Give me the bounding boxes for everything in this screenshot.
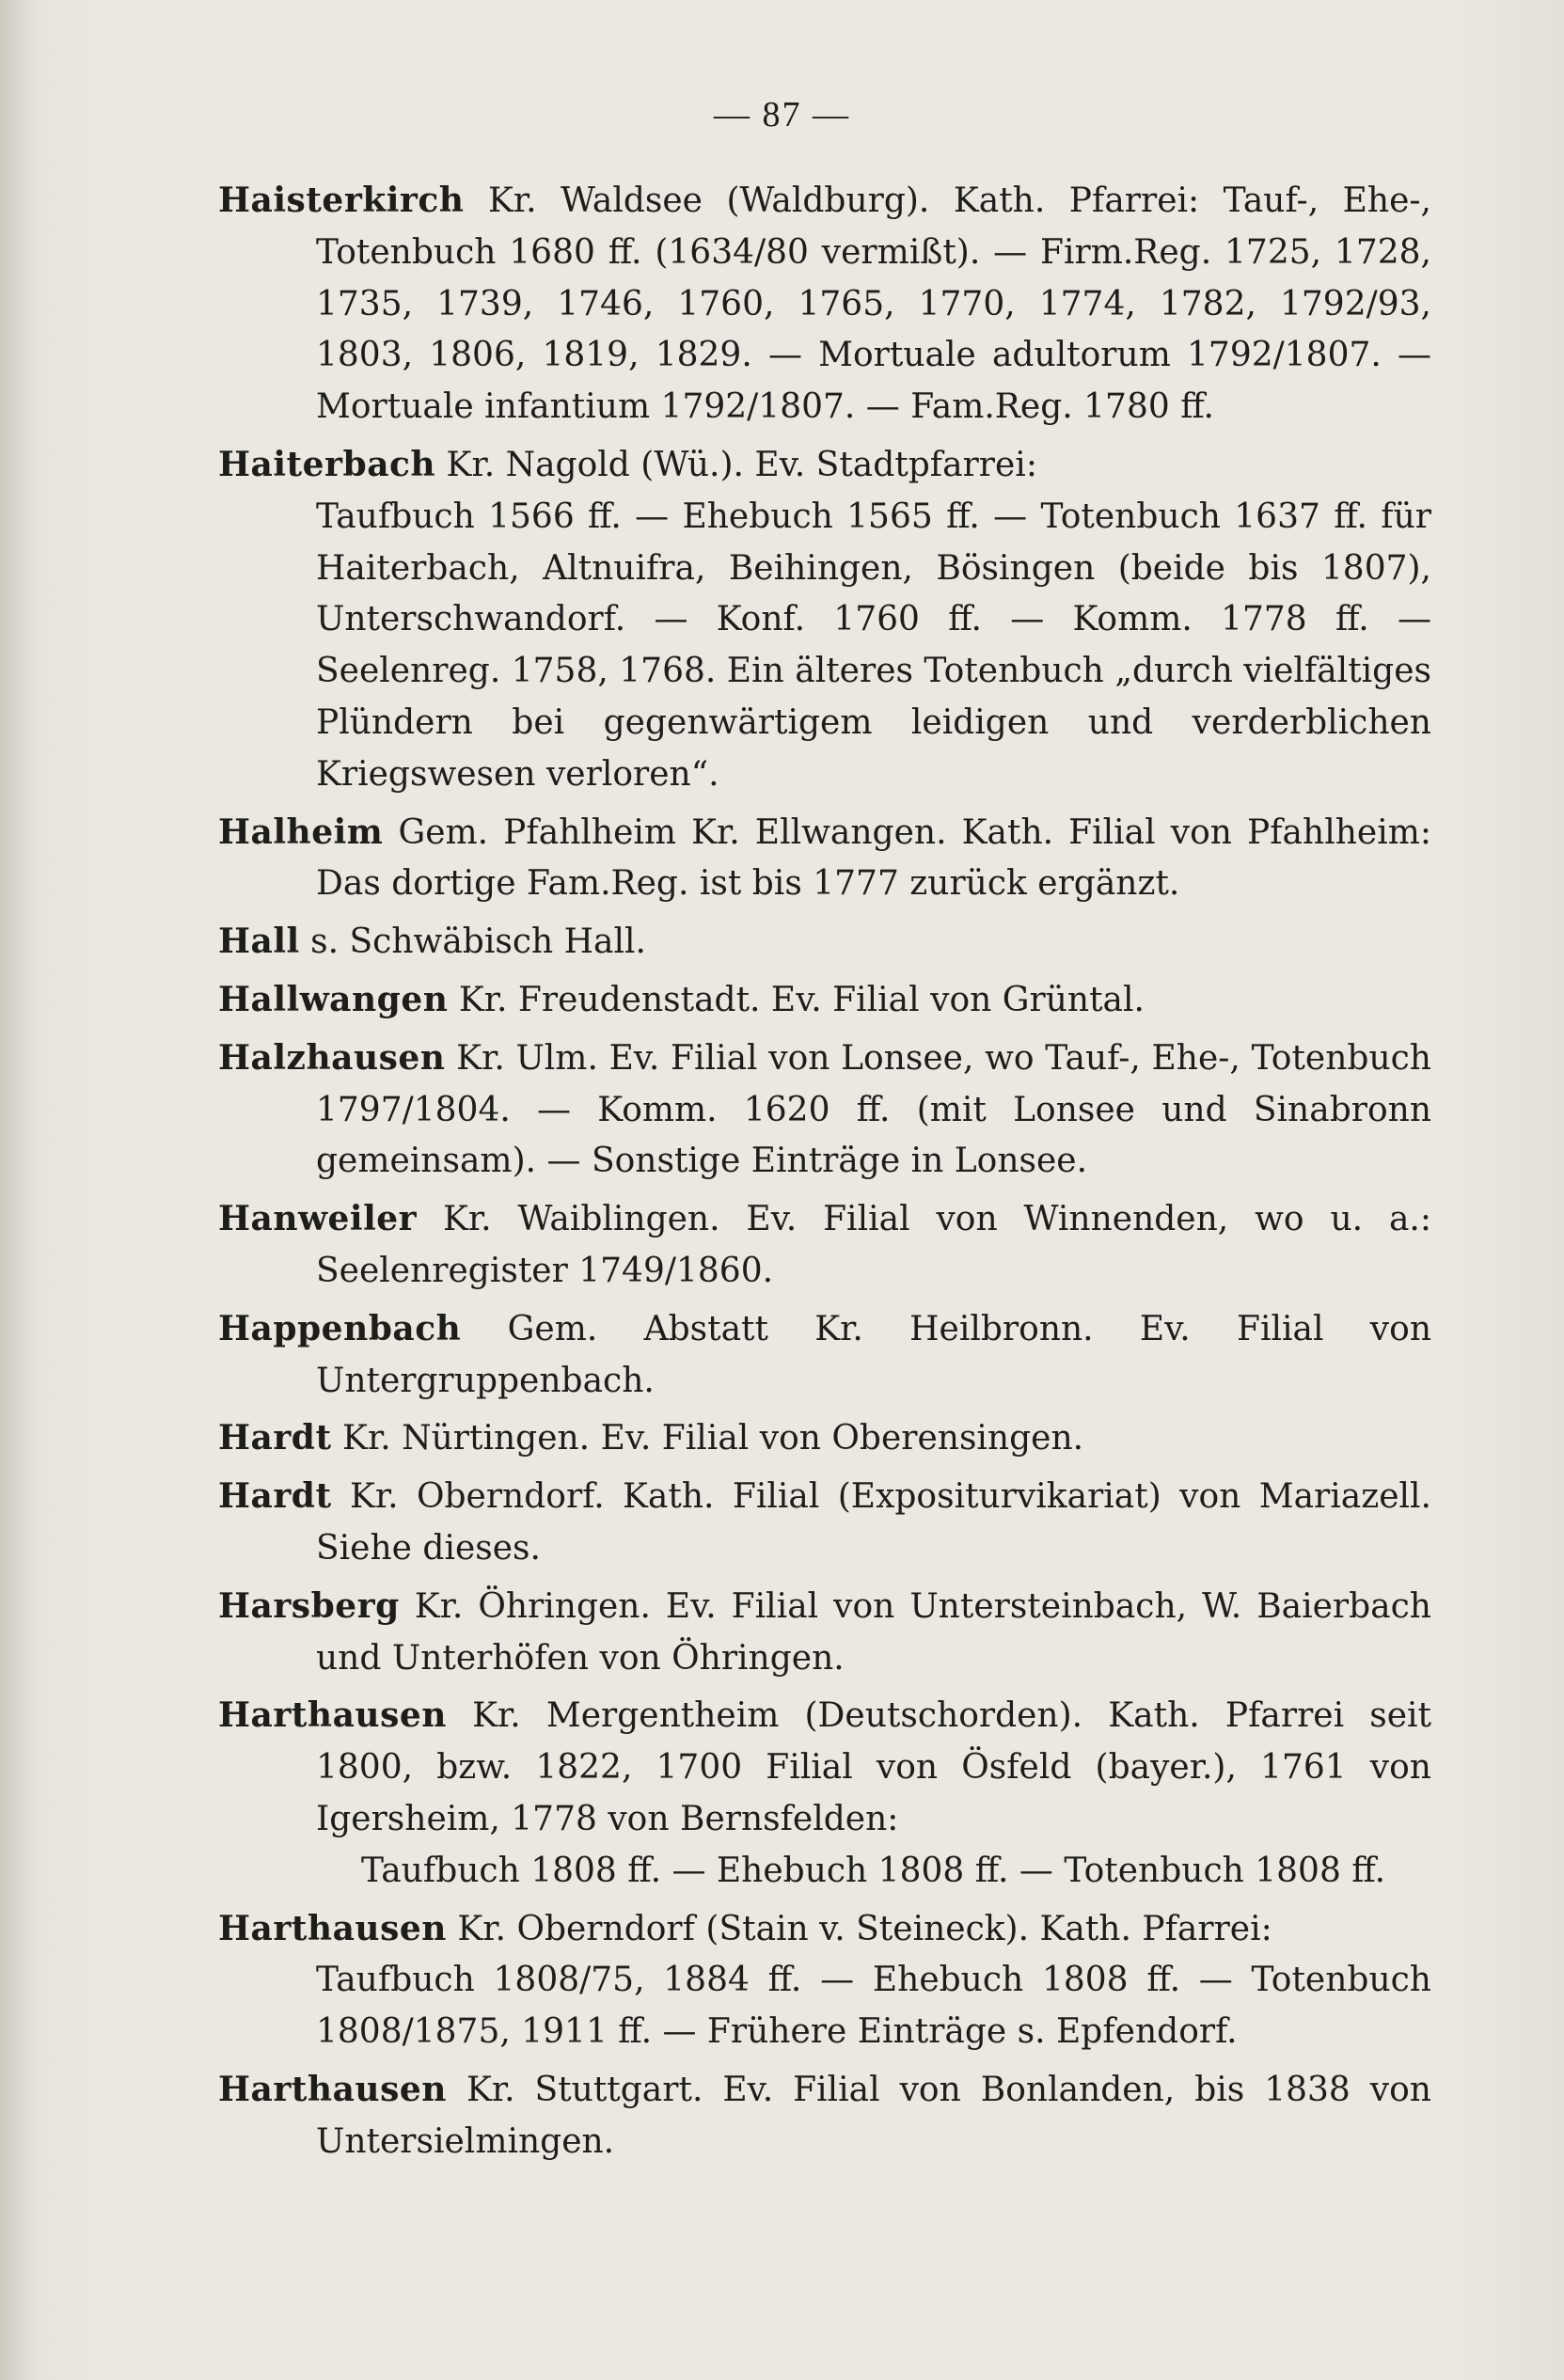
entry-text: Kr. Oberndorf. Kath. Filial (Expositurvikariat) von Mariazell. Siehe dieses. bbox=[316, 1477, 1443, 1568]
entry-text: Taufbuch 1808/75, 1884 ff. — Ehebuch 1808 ff. — Totenbuch 1808/1875, 1911 ff. — Frühere Einträge s. Epfendorf. bbox=[316, 1961, 1443, 2052]
entry-text: Taufbuch 1808 ff. — Ehebuch 1808 ff. — Totenbuch 1808 ff. bbox=[361, 1851, 1386, 1890]
entry-text: Kr. Mergentheim (Deutschorden). Kath. Pfarrei seit 1800, bzw. 1822, 1700 Filial von Ösfeld (bayer.), 1761 von Igersheim, 1778 von Bernsfelden: bbox=[316, 1696, 1443, 1838]
entry-haiterbach-records bbox=[218, 492, 1443, 801]
entry-text: Gem. Pfahlheim Kr. Ellwangen. Kath. Filial von Pfahlheim: Das dortige Fam.Reg. ist bis 1777 zurück ergänzt. bbox=[316, 812, 1443, 904]
entry-text: Kr. Freudenstadt. Ev. Filial von Grüntal. bbox=[448, 980, 1145, 1019]
entry-headword: Harthausen bbox=[218, 1695, 447, 1736]
entry-hanweiler bbox=[218, 1193, 1443, 1298]
entry-headword: Hardt bbox=[218, 1476, 332, 1517]
entry-headword: Hallwangen bbox=[218, 979, 449, 1019]
entry-harthausen-stuttgart bbox=[218, 2064, 1443, 2168]
entry-headword: Harsberg bbox=[218, 1585, 400, 1626]
entry-text: Kr. Waiblingen. Ev. Filial von Winnenden, wo u. a.: Seelenregister 1749/1860. bbox=[316, 1200, 1443, 1290]
entry-headword: Harthausen bbox=[218, 1908, 447, 1948]
entry-headword: Halzhausen bbox=[218, 1037, 446, 1078]
entry-harthausen-mergentheim bbox=[218, 1690, 1443, 1845]
entry-text: Kr. Waldsee (Waldburg). Kath. Pfarrei: Tauf-, Ehe-, Totenbuch 1680 ff. (1634/80 vermißt). — Firm.Reg. 1725, 1728, 1735, 1739, 1746, 1760, 1765, 1770, 1774, 1782, 1792/93, 1803, 1806, 1819, 1829. — Mortuale adultorum 1792/1807. — Mortuale infantium 1792/1807. — Fam.Reg. 1780 ff. bbox=[316, 181, 1443, 427]
entry-hardt-nuertingen bbox=[218, 1412, 1431, 1465]
entry-headword: Haisterkirch bbox=[218, 181, 465, 220]
entry-headword: Hardt bbox=[218, 1418, 332, 1458]
entry-headword: Hanweiler bbox=[218, 1199, 418, 1239]
entry-happenbach bbox=[218, 1303, 1443, 1408]
entry-text: Kr. Öhringen. Ev. Filial von Untersteinbach, W. Baierbach und Unterhöfen von Öhringen. bbox=[316, 1586, 1443, 1678]
entry-text: Gem. Abstatt Kr. Heilbronn. Ev. Filial von Untergruppenbach. bbox=[316, 1309, 1443, 1400]
entry-headword: Happenbach bbox=[218, 1308, 462, 1348]
entry-hardt-oberndorf bbox=[218, 1471, 1443, 1575]
entry-text: Kr. Stuttgart. Ev. Filial von Bonlanden, bis 1838 von Untersielmingen. bbox=[316, 2070, 1443, 2161]
entry-hall bbox=[218, 916, 1431, 969]
entry-harthausen-mergentheim-records bbox=[218, 1846, 1431, 1898]
entry-list bbox=[218, 175, 1443, 2173]
entry-harthausen-oberndorf-records bbox=[218, 1955, 1443, 2058]
entry-harthausen-oberndorf bbox=[218, 1903, 1431, 1956]
entry-headword: Harthausen bbox=[218, 2069, 447, 2109]
entry-hallwangen bbox=[218, 974, 1431, 1027]
entry-headword: Haiterbach bbox=[218, 444, 436, 484]
entry-haiterbach bbox=[218, 439, 1431, 492]
page-number: — 87 — bbox=[714, 95, 850, 134]
entry-text: Kr. Nürtingen. Ev. Filial von Oberensingen. bbox=[331, 1419, 1084, 1458]
entry-text: s. Schwäbisch Hall. bbox=[299, 922, 646, 962]
entry-headword: Hall bbox=[218, 922, 300, 962]
entry-headword: Halheim bbox=[218, 812, 384, 852]
entry-text: Kr. Oberndorf (Stain v. Steineck). Kath. Pfarrei: bbox=[446, 1909, 1272, 1948]
entry-halheim bbox=[218, 807, 1443, 911]
entry-halzhausen bbox=[218, 1032, 1443, 1188]
entry-text: Taufbuch 1566 ff. — Ehebuch 1565 ff. — Totenbuch 1637 ff. für Haiterbach, Altnuifra, Beihingen, Bösingen (beide bis 1807), Unterschwandorf. — Konf. 1760 ff. — Komm. 1778 ff. — Seelenreg. 1758, 1768. Ein älteres Totenbuch „durch vielfältiges Plündern bei gegenwärtigem leidigen und verderblichen Kriegswesen verloren“. bbox=[316, 496, 1443, 794]
entry-haisterkirch bbox=[218, 175, 1443, 433]
entry-harsberg bbox=[218, 1581, 1443, 1685]
entry-text: Kr. Nagold (Wü.). Ev. Stadtpfarrei: bbox=[435, 445, 1037, 484]
entry-text: Kr. Ulm. Ev. Filial von Lonsee, wo Tauf-, Ehe-, Totenbuch 1797/1804. — Komm. 1620 ff. (mit Lonsee und Sinabronn gemeinsam). — Sonstige Einträge in Lonsee. bbox=[316, 1038, 1443, 1181]
